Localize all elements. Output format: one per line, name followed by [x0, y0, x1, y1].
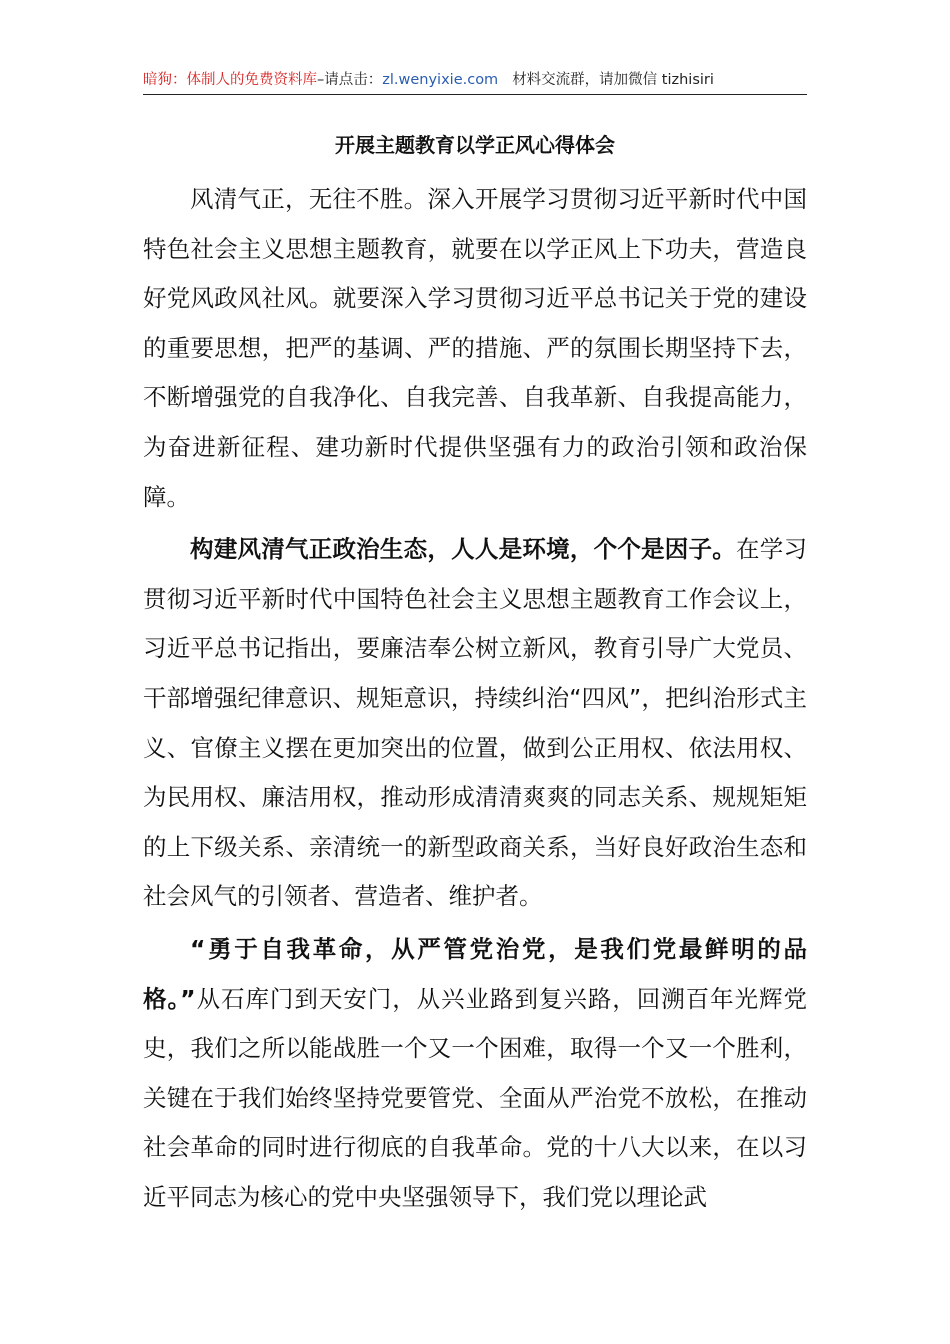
paragraph-3-text: 从石库门到天安门，从兴业路到复兴路，回溯百年光辉党史，我们之所以能战胜一个又一个困难，取得一个又一个胜利，关键在于我们始终坚持党要管党、全面从严治党不放松，在推动社会革命的同时进行彻底的自我革命。党的十八大以来，在以习近平同志为核心的党中央坚强领导下，我们党以理论武: [143, 984, 807, 1211]
paragraph-2: [143, 525, 807, 922]
header-click-prefix: –请点击：: [317, 72, 383, 88]
paragraph-1-text: 风清气正，无往不胜。深入开展学习贯彻习近平新时代中国特色社会主义思想主题教育，就要在以学正风上下功夫，营造良好党风政风社风。就要深入学习贯彻习近平总书记关于党的建设的重要思想，把严的基调、严的措施、严的氛围长期坚持下去，不断增强党的自我净化、自我完善、自我革新、自我提高能力，为奋进新征程、建功新时代提供坚强有力的政治引领和政治保障。: [143, 185, 807, 511]
document-title: 开展主题教育以学正风心得体会: [335, 133, 615, 157]
header-url-link[interactable]: zl.wenyixie.com: [382, 72, 499, 88]
paragraph-3: [143, 925, 807, 1223]
paragraph-2-text: 在学习贯彻习近平新时代中国特色社会主义思想主题教育工作会议上，习近平总书记指出，要廉洁奉公树立新风，教育引导广大党员、干部增强纪律意识、规矩意识，持续纠治“四风”，把纠治形式主义、官僚主义摆在更加突出的位置，做到公正用权、依法用权、为民用权、廉洁用权，推动形成清清爽爽的同志关系、规规矩矩的上下级关系、亲清统一的新型政商关系，当好良好政治生态和社会风气的引领者、营造者、维护者。: [143, 535, 808, 911]
header-contact: 材料交流群，请加微信 tizhisiri: [512, 72, 714, 88]
paragraph-3-lead: “勇于自我革命，从严管党治党，是我们党最鲜明的品格。”: [143, 934, 807, 1013]
paragraph-1: [143, 175, 807, 522]
header-brand: 暗狗：体制人的免费资料库: [143, 72, 317, 88]
paragraph-2-lead: 构建风清气正政治生态，人人是环境，个个是因子。: [190, 535, 737, 564]
page-header: [143, 70, 807, 95]
document-body: [143, 175, 807, 1225]
